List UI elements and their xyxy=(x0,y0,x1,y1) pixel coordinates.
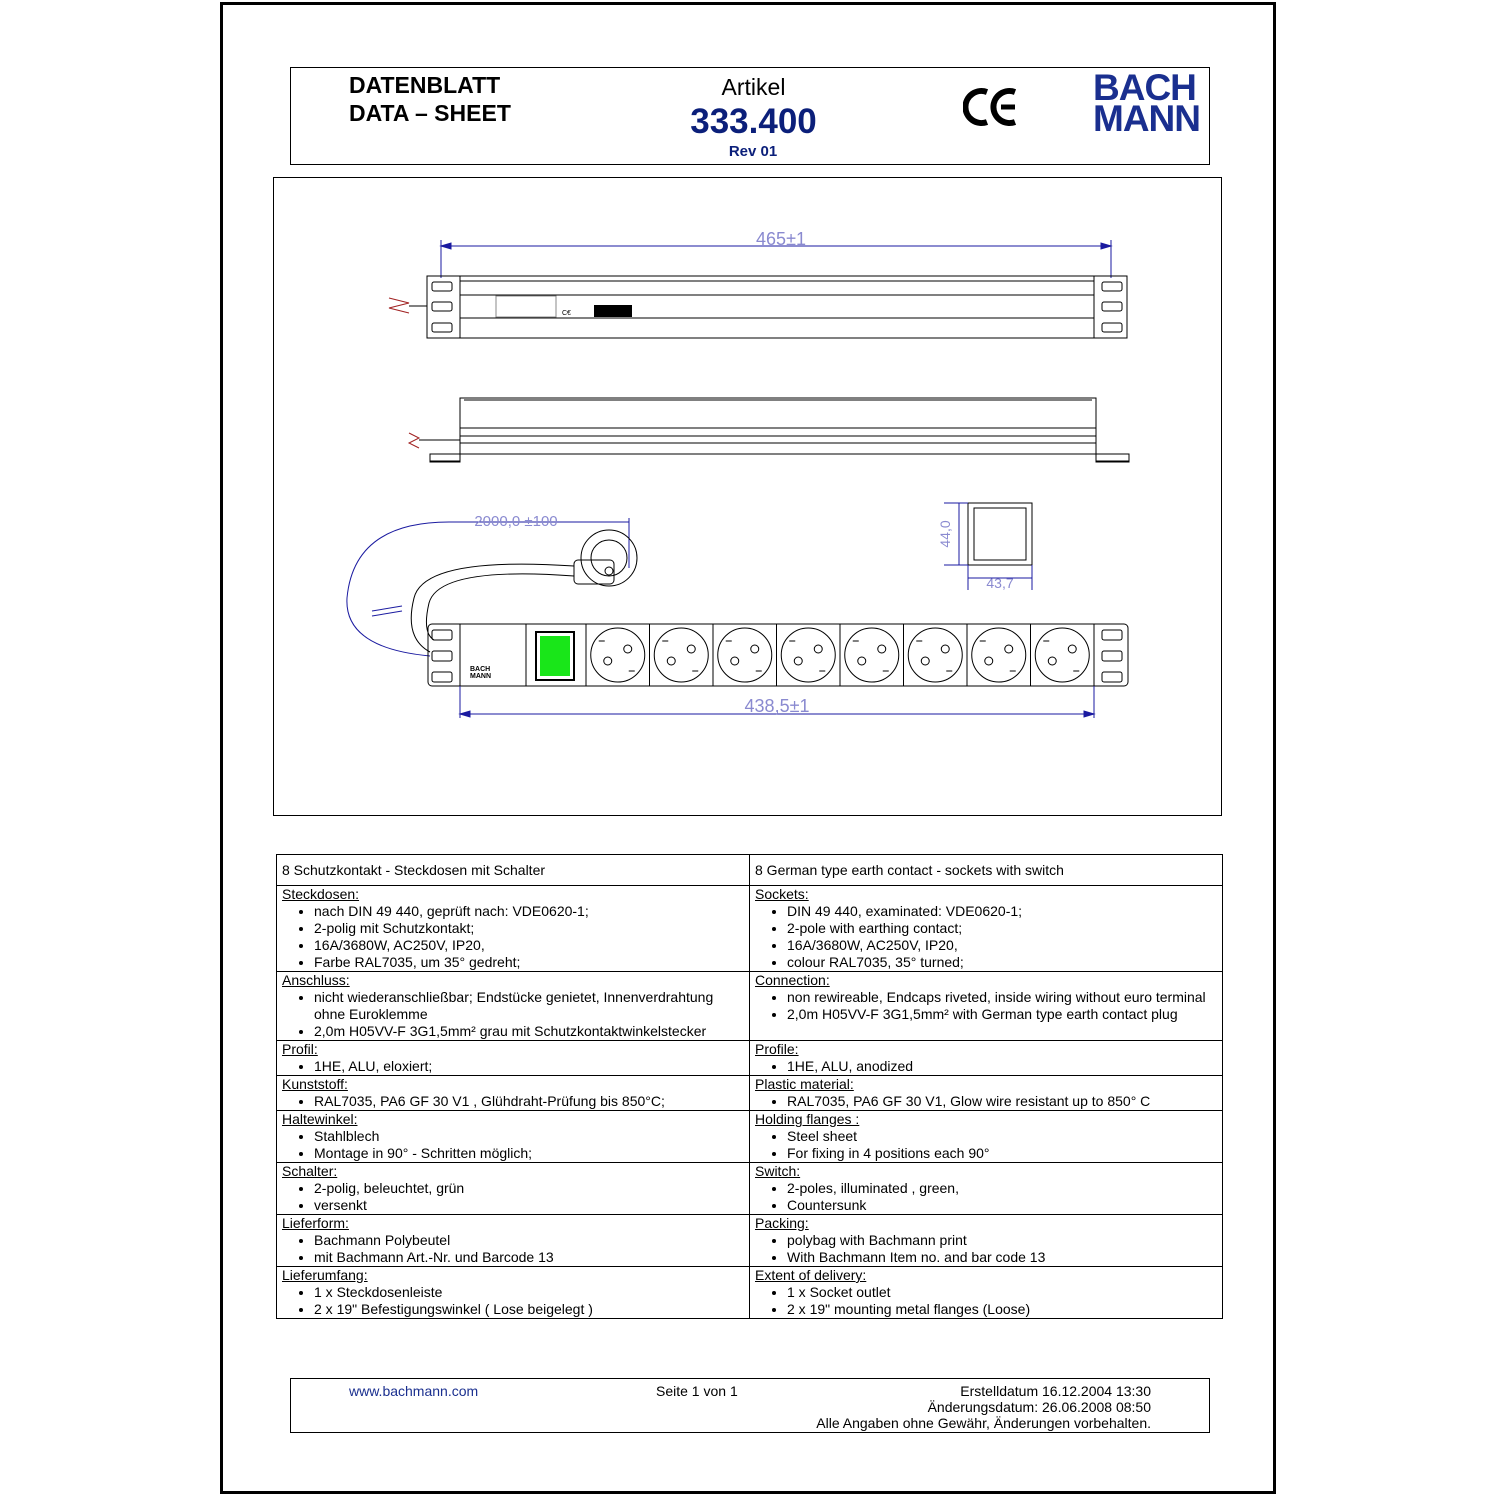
spec-item: • For fixing in 4 positions each 90° xyxy=(787,1145,1217,1162)
spec-header-row xyxy=(277,855,1223,886)
revision: Rev 01 xyxy=(728,143,778,160)
spec-item: • 1HE, ALU, anodized xyxy=(787,1058,1217,1075)
spec-list xyxy=(755,1058,1217,1075)
spec-header-en: 8 German type earth contact - sockets with switch xyxy=(750,855,1223,886)
socket xyxy=(904,624,968,686)
spec-item: • With Bachmann Item no. and bar code 13 xyxy=(787,1249,1217,1266)
spec-row xyxy=(277,1111,1223,1163)
socket-group xyxy=(586,624,1094,686)
spec-section-title: Switch: xyxy=(755,1163,801,1179)
socket xyxy=(1031,624,1095,686)
spec-item: • versenkt xyxy=(314,1197,744,1214)
website-link[interactable]: www.bachmann.com xyxy=(349,1383,479,1399)
spec-section-title: Steckdosen: xyxy=(282,886,360,902)
spec-list xyxy=(282,903,744,971)
spec-item: • 2,0m H05VV-F 3G1,5mm² grau mit Schutzkontaktwinkelstecker xyxy=(314,1023,744,1040)
spec-row xyxy=(277,972,1223,1041)
spec-item: • Farbe RAL7035, um 35° gedreht; xyxy=(314,954,744,971)
spec-cell-de xyxy=(277,972,750,1041)
spec-item: • 1 x Socket outlet xyxy=(787,1284,1217,1301)
dim-length-label: 465±1 xyxy=(756,229,806,249)
spec-section-title: Haltewinkel: xyxy=(282,1111,358,1127)
spec-cell-en xyxy=(750,972,1223,1041)
spec-item: • 2 x 19" Befestigungswinkel ( Lose beigelegt ) xyxy=(314,1301,744,1318)
spec-section-title: Lieferumfang: xyxy=(282,1267,368,1283)
socket xyxy=(967,624,1031,686)
spec-item: • 1 x Steckdosenleiste xyxy=(314,1284,744,1301)
spec-item: • Stahlblech xyxy=(314,1128,744,1145)
cable-plug xyxy=(411,530,637,652)
spec-item: • Countersunk xyxy=(787,1197,1217,1214)
spec-list xyxy=(755,1232,1217,1266)
spec-cell-en xyxy=(750,1076,1223,1111)
spec-item: • 2-pole with earthing contact; xyxy=(787,920,1217,937)
switch-light xyxy=(540,636,570,676)
spec-item: • mit Bachmann Art.-Nr. und Barcode 13 xyxy=(314,1249,744,1266)
spec-table xyxy=(276,854,1223,1319)
dim-profile-label: 438,5±1 xyxy=(744,696,810,716)
spec-cell-de xyxy=(277,1163,750,1215)
spec-item: • DIN 49 440, examinated: VDE0620-1; xyxy=(787,903,1217,920)
spec-list xyxy=(282,1284,744,1318)
spec-section-title: Profile: xyxy=(755,1041,799,1057)
spec-list xyxy=(282,1128,744,1162)
spec-header-de: 8 Schutzkontakt - Steckdosen mit Schalter xyxy=(277,855,750,886)
page-number: Seite 1 von 1 xyxy=(656,1383,738,1399)
spec-item: • nach DIN 49 440, geprüft nach: VDE0620-1; xyxy=(314,903,744,920)
spec-item: • colour RAL7035, 35° turned; xyxy=(787,954,1217,971)
spec-list xyxy=(282,1058,744,1075)
document-footer xyxy=(290,1378,1210,1433)
spec-item: • 2-polig, beleuchtet, grün xyxy=(314,1180,744,1197)
spec-item: • nicht wiederanschließbar; Endstücke genietet, Innenverdrahtung ohne Euroklemme xyxy=(314,989,744,1023)
spec-cell-de xyxy=(277,1111,750,1163)
socket xyxy=(777,624,841,686)
modified-date: Änderungsdatum: 26.06.2008 08:50 xyxy=(927,1399,1151,1415)
spec-item: • Bachmann Polybeutel xyxy=(314,1232,744,1249)
spec-section-title: Sockets: xyxy=(755,886,809,902)
dimension-cable xyxy=(347,518,629,656)
article-number: 333.400 xyxy=(690,102,817,141)
spec-item: • 16A/3680W, AC250V, IP20, xyxy=(787,937,1217,954)
spec-row xyxy=(277,1267,1223,1319)
spec-item: • 2,0m H05VV-F 3G1,5mm² with German type earth contact plug xyxy=(787,1006,1217,1023)
spec-cell-en xyxy=(750,886,1223,972)
technical-drawing xyxy=(273,177,1222,816)
bachmann-logo: BACH MANN xyxy=(1093,67,1200,139)
spec-item: • Montage in 90° - Schritten möglich; xyxy=(314,1145,744,1162)
side-view xyxy=(409,398,1129,462)
spec-section-title: Plastic material: xyxy=(755,1076,854,1092)
title-english: DATA – SHEET xyxy=(349,100,511,126)
strip-brand-1: BACH xyxy=(470,666,491,673)
spec-cell-de xyxy=(277,1267,750,1319)
title-german: DATENBLATT xyxy=(349,72,501,98)
spec-section-title: Schalter: xyxy=(282,1163,338,1179)
socket xyxy=(713,624,777,686)
socket xyxy=(840,624,904,686)
barcode-label xyxy=(594,305,632,317)
drawing-canvas xyxy=(274,178,1221,815)
strip-brand-2: MANN xyxy=(470,673,491,680)
article-label: Artikel xyxy=(721,74,786,100)
spec-item: • RAL7035, PA6 GF 30 V1 , Glühdraht-Prüfung bis 850°C; xyxy=(314,1093,744,1110)
spec-list xyxy=(755,1128,1217,1162)
spec-list xyxy=(755,1180,1217,1214)
spec-section-title: Kunststoff: xyxy=(282,1076,348,1092)
spec-section-title: Packing: xyxy=(755,1215,809,1231)
spec-cell-en xyxy=(750,1215,1223,1267)
dim-depth-label: 43,7 xyxy=(986,575,1014,591)
spec-cell-de xyxy=(277,1041,750,1076)
spec-cell-en xyxy=(750,1111,1223,1163)
spec-cell-de xyxy=(277,1215,750,1267)
spec-item: • RAL7035, PA6 GF 30 V1, Glow wire resistant up to 850° C xyxy=(787,1093,1217,1110)
spec-section-title: Holding flanges : xyxy=(755,1111,860,1127)
top-view xyxy=(389,276,1127,338)
spec-cell-en xyxy=(750,1267,1223,1319)
spec-item: • 2 x 19" mounting metal flanges (Loose) xyxy=(787,1301,1217,1318)
label-ce-mark: C€ xyxy=(562,310,571,317)
spec-list xyxy=(755,989,1217,1023)
spec-cell-en xyxy=(750,1041,1223,1076)
spec-list xyxy=(282,1180,744,1214)
dim-cable-label: 2000,0 ±100 xyxy=(474,513,558,530)
spec-item: • polybag with Bachmann print xyxy=(787,1232,1217,1249)
spec-row xyxy=(277,1215,1223,1267)
spec-item: • 2-polig mit Schutzkontakt; xyxy=(314,920,744,937)
spec-item: • non rewireable, Endcaps riveted, inside wiring without euro terminal xyxy=(787,989,1217,1006)
footer-dates xyxy=(816,1383,1151,1431)
spec-list xyxy=(755,1093,1217,1110)
spec-section-title: Connection: xyxy=(755,972,830,988)
ce-mark-icon xyxy=(963,86,1019,128)
spec-item: • Steel sheet xyxy=(787,1128,1217,1145)
front-view xyxy=(428,624,1128,686)
spec-row xyxy=(277,1076,1223,1111)
spec-cell-de xyxy=(277,1076,750,1111)
dim-height-label: 44,0 xyxy=(937,520,953,548)
spec-list xyxy=(755,903,1217,971)
spec-item: • 16A/3680W, AC250V, IP20, xyxy=(314,937,744,954)
spec-cell-en xyxy=(750,1163,1223,1215)
spec-cell-de xyxy=(277,886,750,972)
spec-item: • 1HE, ALU, eloxiert; xyxy=(314,1058,744,1075)
spec-section-title: Anschluss: xyxy=(282,972,350,988)
spec-section-title: Extent of delivery: xyxy=(755,1267,867,1283)
socket xyxy=(586,624,650,686)
disclaimer: Alle Angaben ohne Gewähr, Änderungen vorbehalten. xyxy=(816,1415,1151,1431)
spec-row xyxy=(277,886,1223,972)
document-header xyxy=(290,67,1210,165)
spec-list xyxy=(282,1232,744,1266)
spec-row xyxy=(277,1041,1223,1076)
socket xyxy=(650,624,714,686)
spec-list xyxy=(282,1093,744,1110)
created-date: Erstelldatum 16.12.2004 13:30 xyxy=(960,1383,1151,1399)
spec-section-title: Lieferform: xyxy=(282,1215,349,1231)
spec-section-title: Profil: xyxy=(282,1041,318,1057)
spec-list xyxy=(282,989,744,1040)
spec-list xyxy=(755,1284,1217,1318)
spec-item: • 2-poles, illuminated , green, xyxy=(787,1180,1217,1197)
spec-row xyxy=(277,1163,1223,1215)
